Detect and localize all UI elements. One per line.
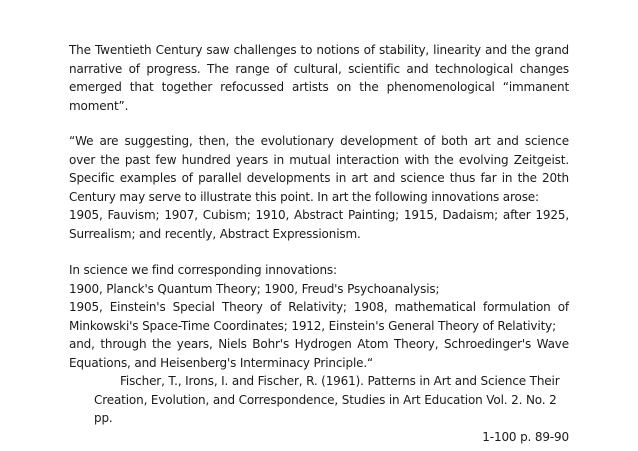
citation-line-3: 1-100 p. 89-90 — [482, 429, 569, 444]
intro-paragraph: The Twentieth Century saw challenges to notions of stability, linearity and the grand narrative of progress. The range of cultural, scientific and technological changes emerged that together refocussed artists on the phenomenological “immanent moment”. — [69, 43, 569, 113]
quote-intro-paragraph: “We are suggesting, then, the evolutionary development of both art and science over the past few hundred years in mutual interaction with the evolving Zeitgeist. Specific examples of parallel developments in art and science thus far in the 20th Century may serve to illustrate this point. In art the following innovations arose: — [69, 134, 569, 204]
document-page — [69, 41, 569, 446]
art-innovations-list: 1905, Fauvism; 1907, Cubism; 1910, Abstract Painting; 1915, Dadaism; after 1925, Surrealism; and recently, Abstract Expressionism. — [69, 208, 569, 241]
citation-line-2: Creation, Evolution, and Correspondence, Studies in Art Education Vol. 2. No. 2 pp. — [94, 392, 557, 425]
paragraph-spacer — [69, 115, 569, 132]
paragraph-spacer — [69, 243, 569, 261]
science-innovations-line-2: 1905, Einstein's Special Theory of Relativity; 1908, mathematical formulation of Minkowski's Space-Time Coordinates; 1912, Einstein's General Theory of Relativity; — [69, 300, 569, 333]
citation-line-1: Fischer, T., Irons, I. and Fischer, R. (1961). Patterns in Art and Science Their — [120, 374, 560, 388]
science-innovations-line-3: and, through the years, Niels Bohr's Hydrogen Atom Theory, Schroedinger's Wave Equations, and Heisenberg's Interminacy Principle.“ — [69, 337, 569, 370]
science-intro-text: In science we find corresponding innovations: — [69, 263, 337, 277]
science-innovations-line-1: 1900, Planck's Quantum Theory; 1900, Freud's Psychoanalysis; — [69, 281, 440, 296]
